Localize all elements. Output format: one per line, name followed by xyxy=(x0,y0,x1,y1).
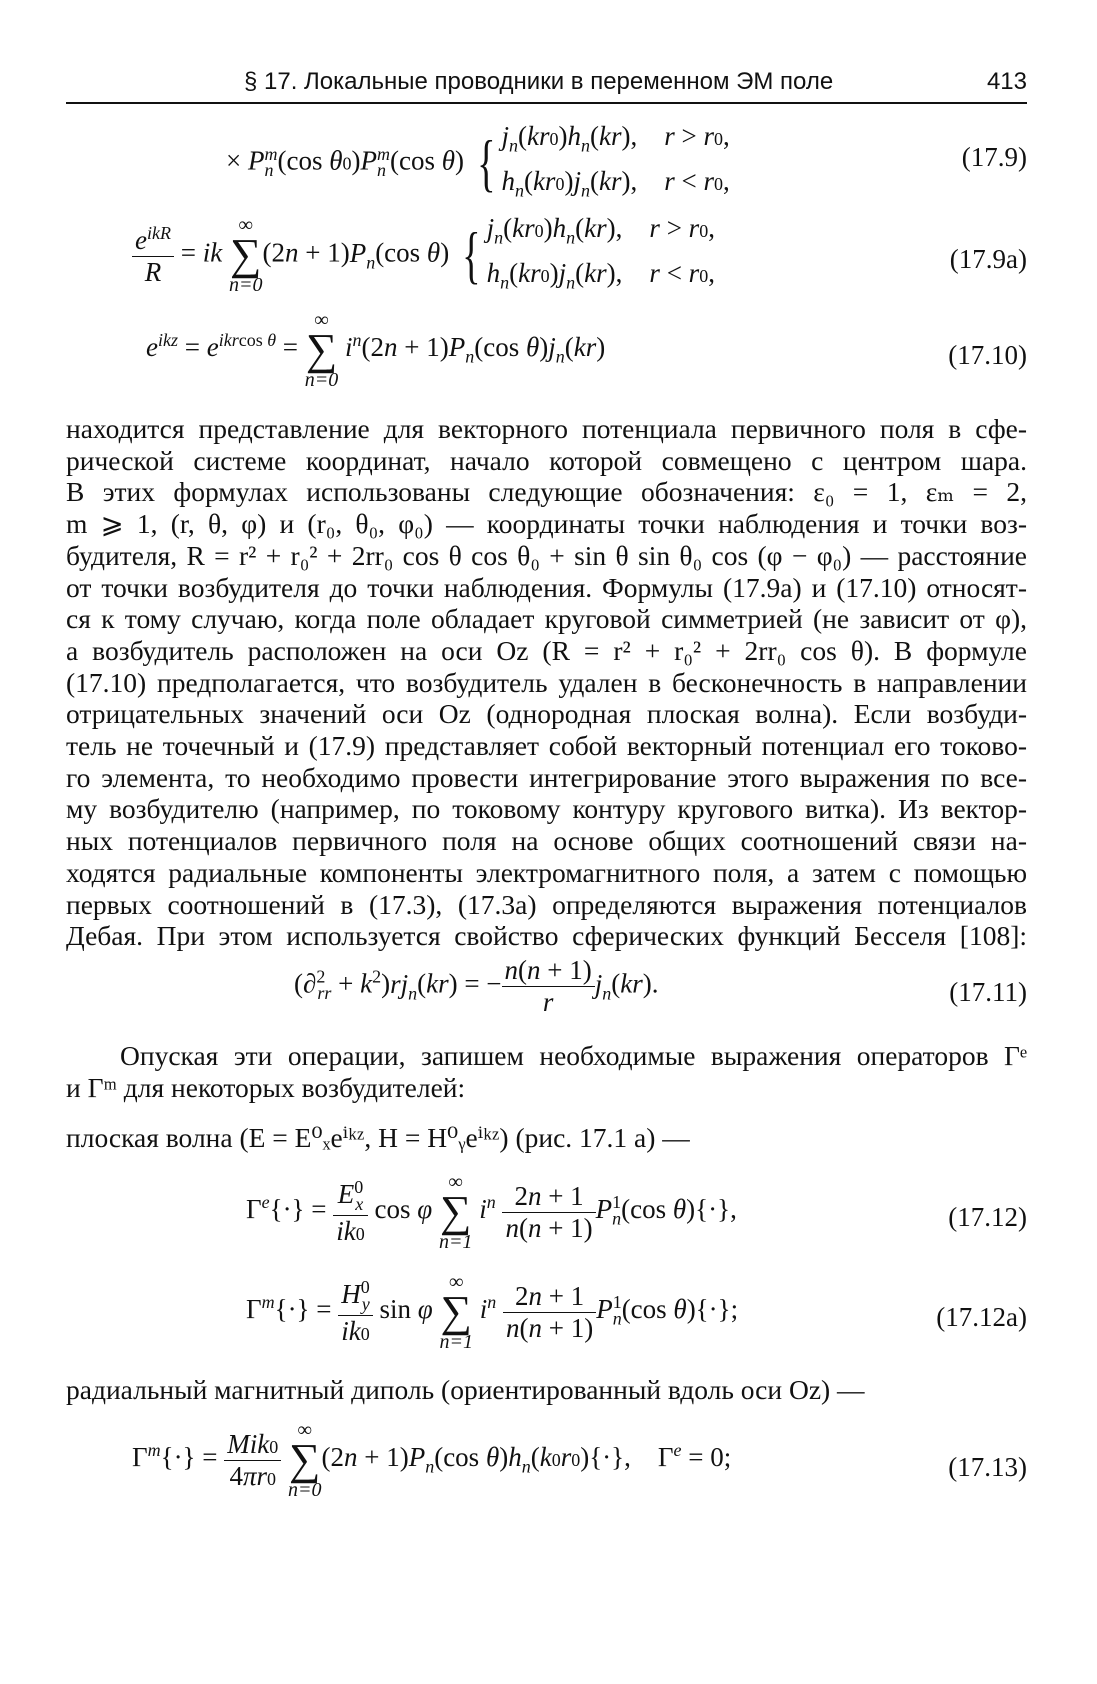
equation-number: (17.9a) xyxy=(949,244,1027,274)
text-line: находится представление для векторного потенциала первичного поля в сфе- xyxy=(66,413,1027,444)
text-line: Опуская эти операции, запишем необходимые выражения операторов Γᵉ xyxy=(120,1040,1027,1071)
body-paragraph xyxy=(66,413,1027,952)
equation-17-12: $\Gamma^e\{\cdot\}$ = $\frac{E^0_x}{ik0}$ cos φ ∞ ∑ n=1 $i^n$ $\frac{2n + 1}{n(n + 1)}$ $P_n^1(\cos$ θ){·}, (17.12) xyxy=(246,1171,1027,1253)
equation-17-9a: $\frac{e^{ikR}}{R}$ = ik ∞ ∑ n=0 $(2n + 1)P_n(\cos$ θ) { $j_n(kr0)h_n(kr)$, r > r0, $h_n(kr0)j_n(kr)$, r < r0, (17.9a) xyxy=(66,210,1027,310)
body-paragraph xyxy=(66,1374,1027,1406)
equation-number: (17.13) xyxy=(948,1452,1027,1482)
running-header xyxy=(66,62,1027,104)
text-line: от точки возбудителя до точки наблюдения. Формулы (17.9a) и (17.10) относят- xyxy=(66,571,1027,603)
text-line: В этих формулах использованы следующие обозначения: ε₀ = 1, εₘ = 2, xyxy=(66,476,1027,508)
text-line: тель не точечный и (17.9) представляет собой векторный потенциал его токово- xyxy=(66,730,1027,762)
equation-17-13: $\Gamma^m\{\cdot\}$ = $\frac{\text{Mik0}}{4\pi r0}$ ∞ ∑ n=0 $(2n + 1)P_n(\cos$ $\theta)h_n(k0r0)\{\cdot\}$, $\Gamma^e = 0$; (17.13) xyxy=(132,1419,1027,1501)
text-line: ходятся радиальные компоненты электромагнитного поля, а затем с помощью xyxy=(66,856,1027,888)
text-line: го элемента, то необходимо провести интегрирование этого выражения по все- xyxy=(66,761,1027,793)
section-title: § 17. Локальные проводники в переменном ЭМ поле xyxy=(244,68,834,95)
equation-number: (17.11) xyxy=(949,977,1027,1007)
equation-17-12a: $\Gamma^m\{\cdot\}$ = $\frac{H^0_y}{ik0}$ sin φ ∞ ∑ n=1 $i^n$ $\frac{2n + 1}{n(n + 1)}$ $P_n^1(\cos$ θ){·}; (17.12a) xyxy=(246,1271,1027,1353)
equation-number: (17.9) xyxy=(961,142,1027,172)
text-line: отрицательных значений оси Oz (однородная плоская волна). Если возбуди- xyxy=(66,698,1027,730)
equation-17-10: $e^{ikz} = e^{ikrcos \theta}$ = ∞ ∑ n=0 $i^n(2n + 1)P_n(\cos$ $\theta)j_n(kr)$ (17.10) xyxy=(146,309,1027,391)
equation-17-9: × $P_n^m(\cos$ $\theta 0)P_n^m(\cos$ θ) { $j_n(kr0)h_n(kr)$, r > r0, $h_n(kr0)j_n(kr)$, r < r0, (17.9) xyxy=(226,121,1027,201)
equation-number: (17.12a) xyxy=(936,1302,1027,1332)
text-line: (17.10) предполагается, что возбудитель удален в бесконечность в направлении xyxy=(66,666,1027,698)
text-line: и Γᵐ для некоторых возбудителей: xyxy=(66,1071,466,1103)
text-line: будителя, R = r² + r₀² + 2rr₀ cos θ cos θ₀ + sin θ sin θ₀ cos (φ − φ₀) — расстояние xyxy=(66,539,1027,571)
equation-17-11: $(\partial^2_{rr} + k^2)rj_n(kr)$ = − $\frac{n(n + 1)}{r}$ $j_n(kr)$. (17.11) xyxy=(294,955,1027,1017)
equation-number: (17.10) xyxy=(948,340,1027,370)
body-paragraph xyxy=(66,1122,1027,1154)
text-line: плоская волна (E = E⁰ₓeⁱᵏᶻ, H = H⁰ᵧeⁱᵏᶻ) (рис. 17.1 a) — xyxy=(66,1122,690,1153)
text-line: Дебая. При этом используется свойство сферических функций Бесселя [108]: xyxy=(66,920,1027,952)
text-line: рической системе координат, начало которой совмещено с центром шара. xyxy=(66,444,1027,476)
equation-number: (17.12) xyxy=(948,1202,1027,1232)
text-line: радиальный магнитный диполь (ориентированный вдоль оси Oz) — xyxy=(66,1374,865,1405)
text-line: ся к тому случаю, когда поле обладает круговой симметрией (не зависит от φ), xyxy=(66,603,1027,635)
text-line: му возбудителю (например, по токовому контуру кругового витка). Из вектор- xyxy=(66,793,1027,825)
text-line: ных потенциалов первичного поля на основе общих соотношений связи на- xyxy=(66,825,1027,857)
text-line: m ⩾ 1, (r, θ, φ) и (r₀, θ₀, φ₀) — координаты точки наблюдения и точки воз- xyxy=(66,508,1027,540)
page-number: 413 xyxy=(986,68,1027,95)
body-paragraph xyxy=(66,1040,1027,1103)
text-line: первых соотношений в (17.3), (17.3a) определяются выражения потенциалов xyxy=(66,888,1027,920)
text-line: а возбудитель расположен на оси Oz (R = r² + r₀² + 2rr₀ cos θ). В формуле xyxy=(66,634,1027,666)
